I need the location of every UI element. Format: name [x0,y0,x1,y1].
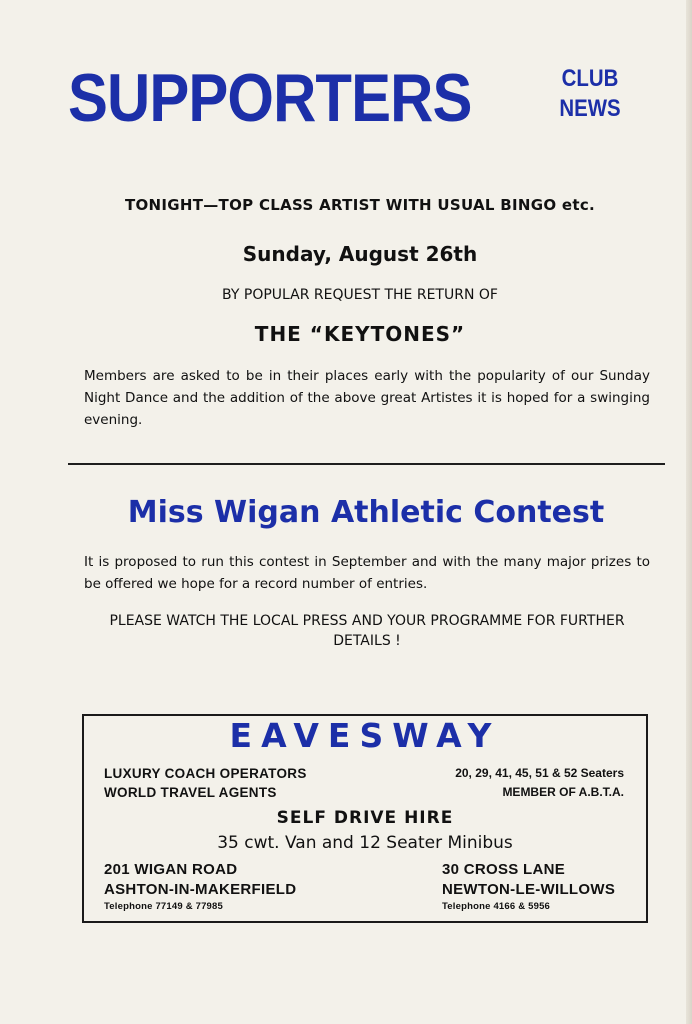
band-name: THE “KEYTONES” [254,322,466,346]
masthead-subtitle [556,64,624,124]
popular-request-line: BY POPULAR REQUEST THE RETURN OF [222,287,498,303]
event-date: Sunday, August 26th [242,242,478,266]
advert-line-travel: WORLD TRAVEL AGENTS [104,785,277,800]
section-divider [68,463,665,465]
advert-line-seaters: 20, 29, 41, 45, 51 & 52 Seaters [455,766,624,780]
contest-body: It is proposed to run this contest in September and with the many major prizes to be offered we hope for a record number of entries. [84,554,650,592]
advert-address-ashton [104,860,364,900]
advert-services [104,764,394,802]
telephone-newton: Telephone 4166 & 5956 [442,901,551,912]
advert-credentials [380,764,624,802]
address-street: 30 CROSS LANE [442,861,566,878]
advert-line-abta: MEMBER OF A.B.T.A. [502,785,624,799]
masthead-subtitle-club: CLUB [561,65,619,92]
advert-line-coach: LUXURY COACH OPERATORS [104,766,307,781]
advert-self-drive: SELF DRIVE HIRE [276,808,454,828]
address-town: NEWTON-LE-WILLOWS [442,881,616,898]
telephone-ashton: Telephone 77149 & 77985 [104,901,224,912]
advert-address-newton [442,860,642,900]
address-street: 201 WIGAN ROAD [104,861,238,878]
contest-notice: PLEASE WATCH THE LOCAL PRESS AND YOUR PROGRAMME FOR FURTHER DETAILS ! [109,613,625,649]
contest-title: Miss Wigan Athletic Contest [127,495,605,530]
page-edge [686,0,692,1024]
advert-company-name: EAVESWAY [229,716,501,755]
address-town: ASHTON-IN-MAKERFIELD [104,881,297,898]
advert-vans: 35 cwt. Van and 12 Seater Minibus [217,833,513,853]
announcement-body: Members are asked to be in their places early with the popularity of our Sunday Night Dance and the addition of the above great Artistes it is hoped for a swinging evening. [84,368,650,428]
masthead-subtitle-news: NEWS [559,95,621,122]
masthead-title: SUPPORTERS [68,60,472,136]
tonight-headline: TONIGHT—TOP CLASS ARTIST WITH USUAL BINGO etc. [124,196,596,214]
